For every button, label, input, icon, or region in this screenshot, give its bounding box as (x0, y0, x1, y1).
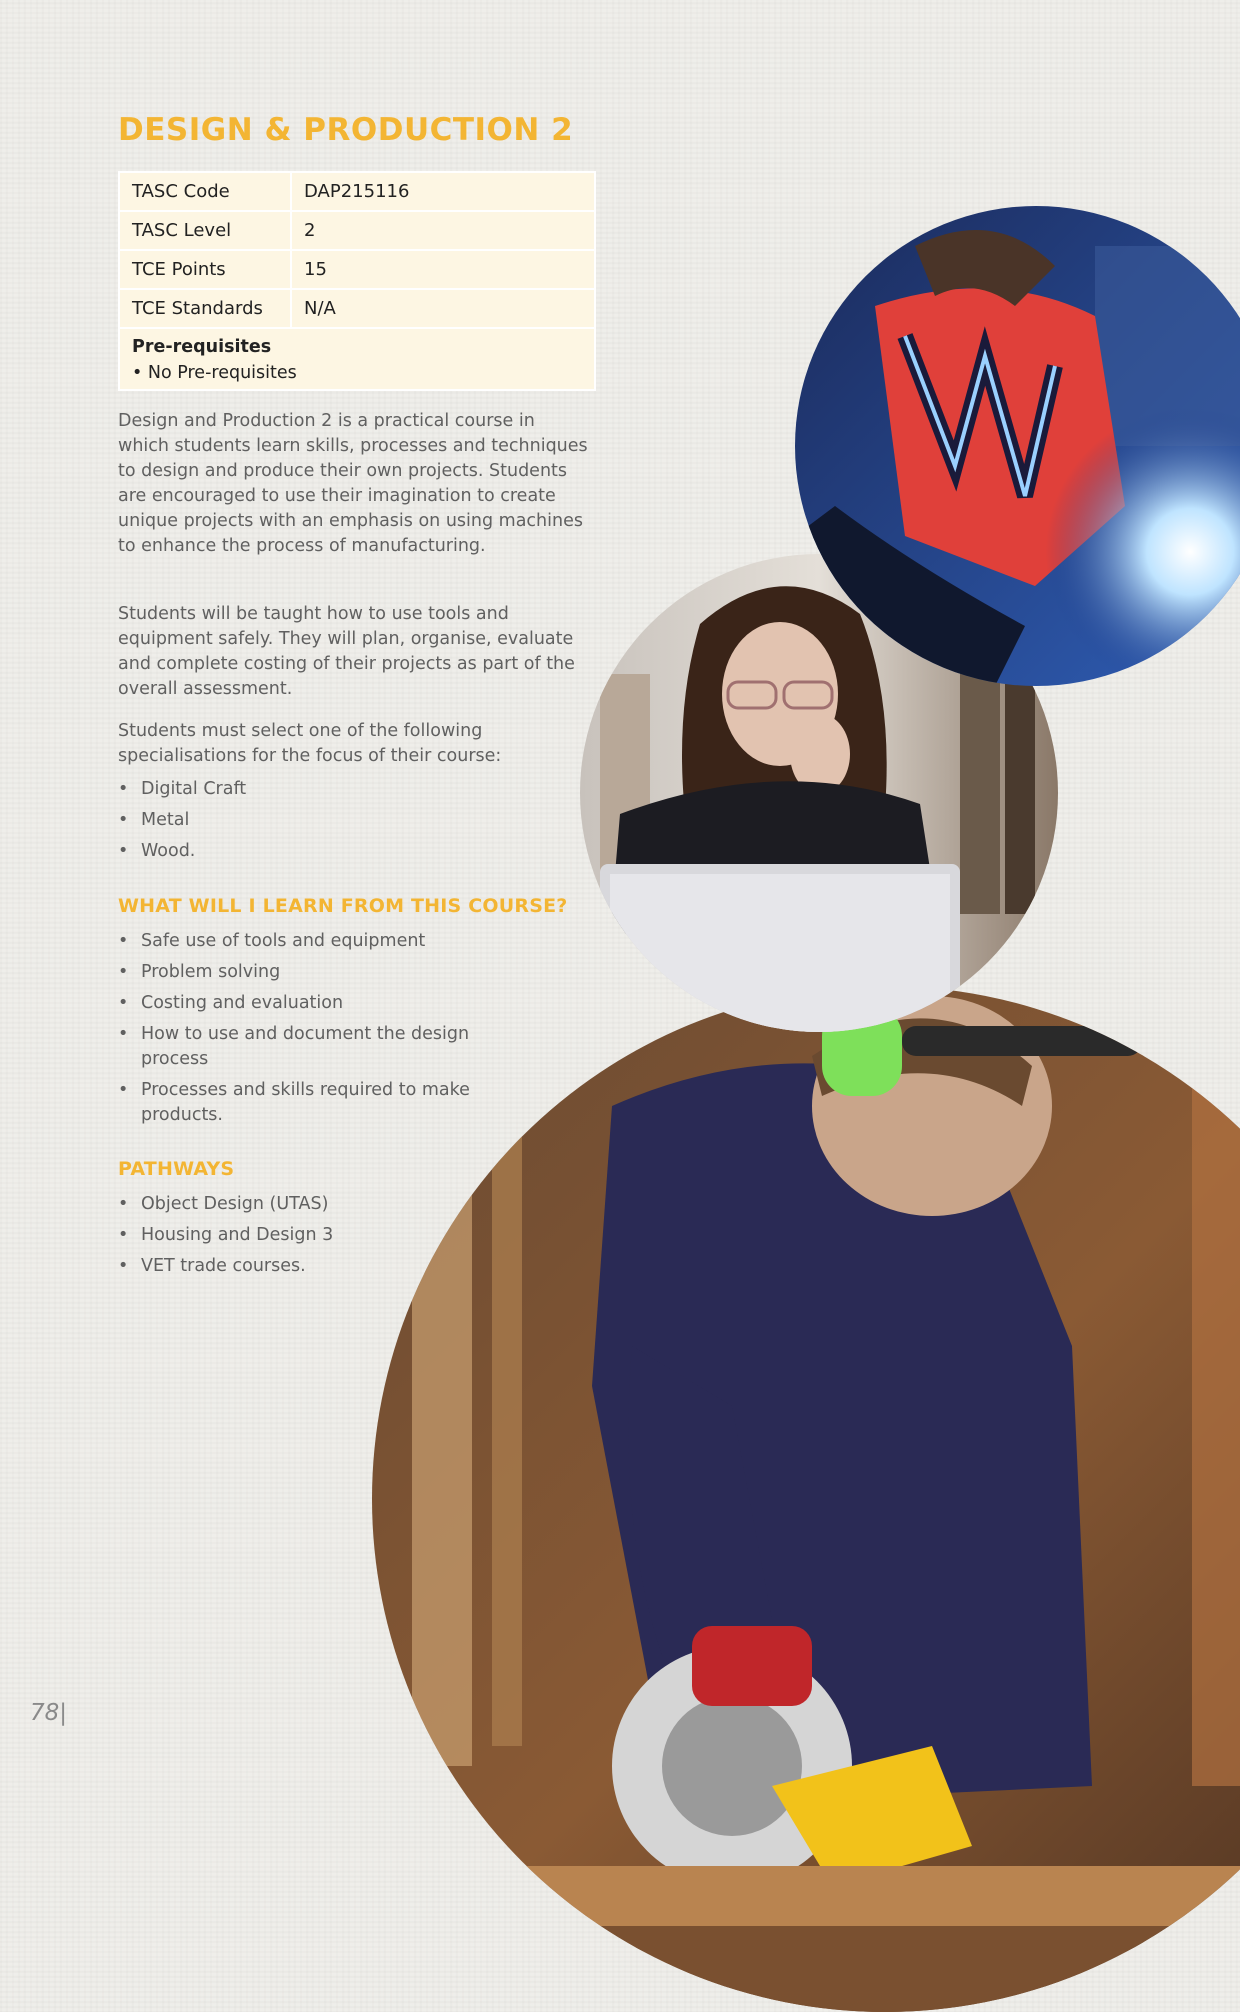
table-row (119, 289, 595, 328)
info-value: 15 (291, 250, 595, 289)
list-item: • Metal (118, 808, 578, 833)
table-row (119, 211, 595, 250)
info-value: DAP215116 (291, 172, 595, 211)
intro-paragraph: Design and Production 2 is a practical course in which students learn skills, processes and techniques to design and produce their own projects. Students are encouraged to use their imagination to create unique projects with an emphasis on using machines to enhance the process of manufacturing. (118, 411, 588, 556)
prereq-heading: Pre-requisites (132, 337, 272, 357)
list-item: • VET trade courses. (118, 1254, 578, 1279)
table-row (119, 250, 595, 289)
pathways-heading: PATHWAYS (118, 1158, 235, 1180)
list-item: • Safe use of tools and equipment (118, 929, 518, 954)
learn-list (118, 929, 518, 1134)
prereq-item: • No Pre-requisites (132, 363, 297, 383)
list-item: • Wood. (118, 839, 578, 864)
table-row (119, 172, 595, 211)
info-value: N/A (291, 289, 595, 328)
table-row (119, 328, 595, 390)
list-item: • Problem solving (118, 960, 518, 985)
info-label: TASC Code (119, 172, 291, 211)
list-item: • Costing and evaluation (118, 991, 518, 1016)
list-item: • Processes and skills required to make products. (118, 1078, 518, 1128)
list-item: • Housing and Design 3 (118, 1223, 578, 1248)
learn-heading: WHAT WILL I LEARN FROM THIS COURSE? (118, 895, 568, 917)
info-label: TASC Level (119, 211, 291, 250)
course-info-table (118, 171, 596, 391)
circular-saw-photo (372, 986, 1240, 2012)
page-number: 78| (30, 1700, 68, 1726)
list-item: • How to use and document the design process (118, 1022, 518, 1072)
info-label: TCE Standards (119, 289, 291, 328)
list-item: • Object Design (UTAS) (118, 1192, 578, 1217)
prereq-cell (119, 328, 595, 390)
safety-paragraph: Students will be taught how to use tools and equipment safely. They will plan, organise, evaluate and complete costing of their projects as part of the overall assessment. (118, 604, 575, 699)
info-label: TCE Points (119, 250, 291, 289)
specialisation-paragraph: Students must select one of the following specialisations for the focus of their course: (118, 721, 502, 766)
info-value: 2 (291, 211, 595, 250)
page-title: DESIGN & PRODUCTION 2 (118, 112, 574, 148)
specialisation-list (118, 777, 578, 870)
list-item: • Digital Craft (118, 777, 578, 802)
